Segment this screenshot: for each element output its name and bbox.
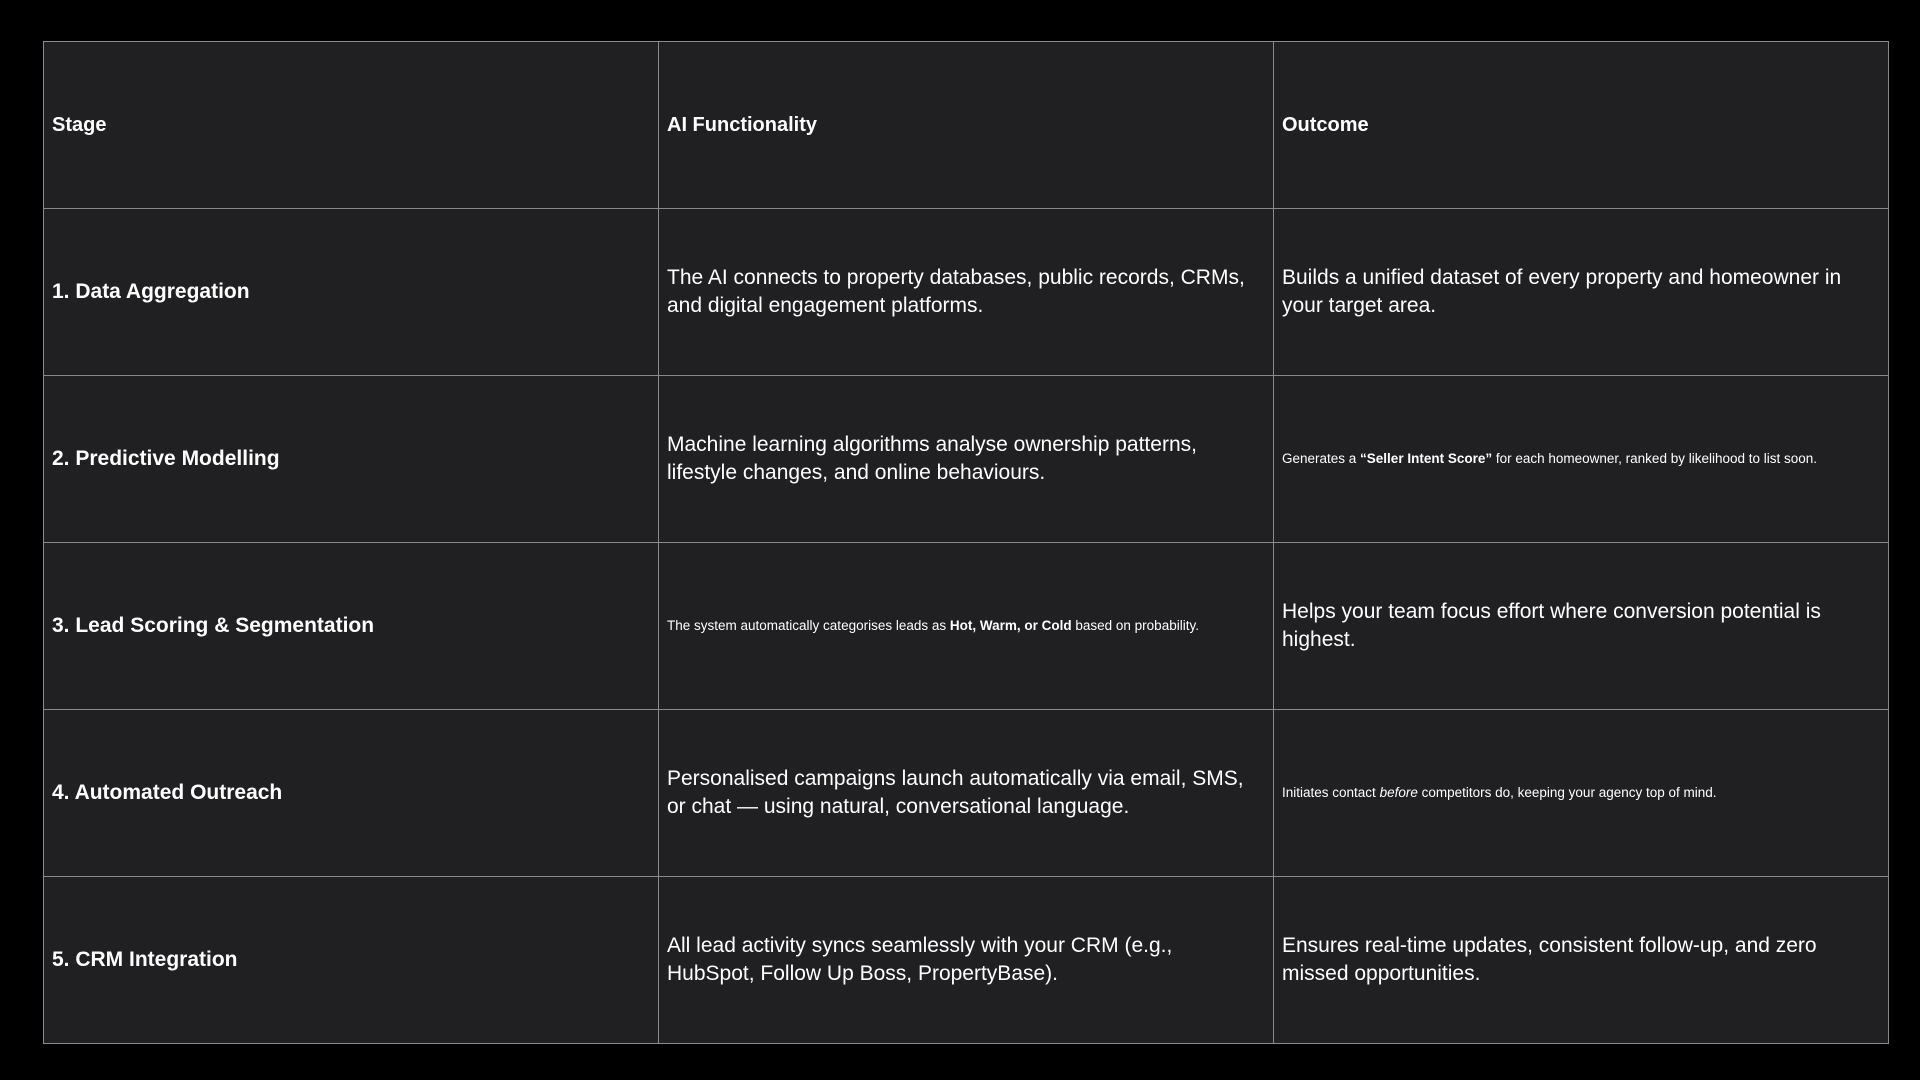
lead-categories-term: Hot, Warm, or Cold — [949, 618, 1072, 633]
table-row — [44, 543, 1889, 710]
table-row — [44, 877, 1889, 1044]
outcome-text: competitors do, keeping your agency top of mind. — [1417, 785, 1717, 800]
before-emphasis: before — [1379, 785, 1418, 800]
functionality-text: based on probability. — [1071, 618, 1199, 633]
functionality-cell: All lead activity syncs seamlessly with your CRM (e.g., HubSpot, Follow Up Boss, PropertyBase). — [659, 877, 1274, 1044]
outcome-cell: Ensures real-time updates, consistent follow-up, and zero missed opportunities. — [1274, 877, 1889, 1044]
outcome-text: for each homeowner, ranked by likelihood to list soon. — [1492, 451, 1818, 466]
functionality-cell: Machine learning algorithms analyse ownership patterns, lifestyle changes, and online behaviours. — [659, 376, 1274, 543]
functionality-cell: The AI connects to property databases, public records, CRMs, and digital engagement platforms. — [659, 209, 1274, 376]
table-row — [44, 710, 1889, 877]
outcome-cell — [1274, 710, 1889, 877]
table-header-row — [44, 42, 1889, 209]
table-row — [44, 209, 1889, 376]
stage-cell: 3. Lead Scoring & Segmentation — [44, 543, 659, 710]
header-outcome: Outcome — [1274, 42, 1889, 209]
outcome-text: Initiates contact — [1282, 785, 1380, 800]
stage-cell: 4. Automated Outreach — [44, 710, 659, 877]
stage-cell: 1. Data Aggregation — [44, 209, 659, 376]
functionality-text: The system automatically categorises leads as — [667, 618, 950, 633]
stage-cell: 5. CRM Integration — [44, 877, 659, 1044]
stage-cell: 2. Predictive Modelling — [44, 376, 659, 543]
table-row — [44, 376, 1889, 543]
outcome-cell: Builds a unified dataset of every property and homeowner in your target area. — [1274, 209, 1889, 376]
outcome-cell — [1274, 376, 1889, 543]
outcome-text: Generates a — [1282, 451, 1361, 466]
ai-lead-pipeline-table — [43, 41, 1889, 1044]
functionality-cell — [659, 543, 1274, 710]
header-ai-functionality: AI Functionality — [659, 42, 1274, 209]
functionality-cell: Personalised campaigns launch automatically via email, SMS, or chat — using natural, conversational language. — [659, 710, 1274, 877]
header-stage: Stage — [44, 42, 659, 209]
seller-intent-score-term: “Seller Intent Score” — [1360, 451, 1493, 466]
outcome-cell: Helps your team focus effort where conversion potential is highest. — [1274, 543, 1889, 710]
ai-lead-pipeline-table-container — [43, 41, 1889, 1044]
